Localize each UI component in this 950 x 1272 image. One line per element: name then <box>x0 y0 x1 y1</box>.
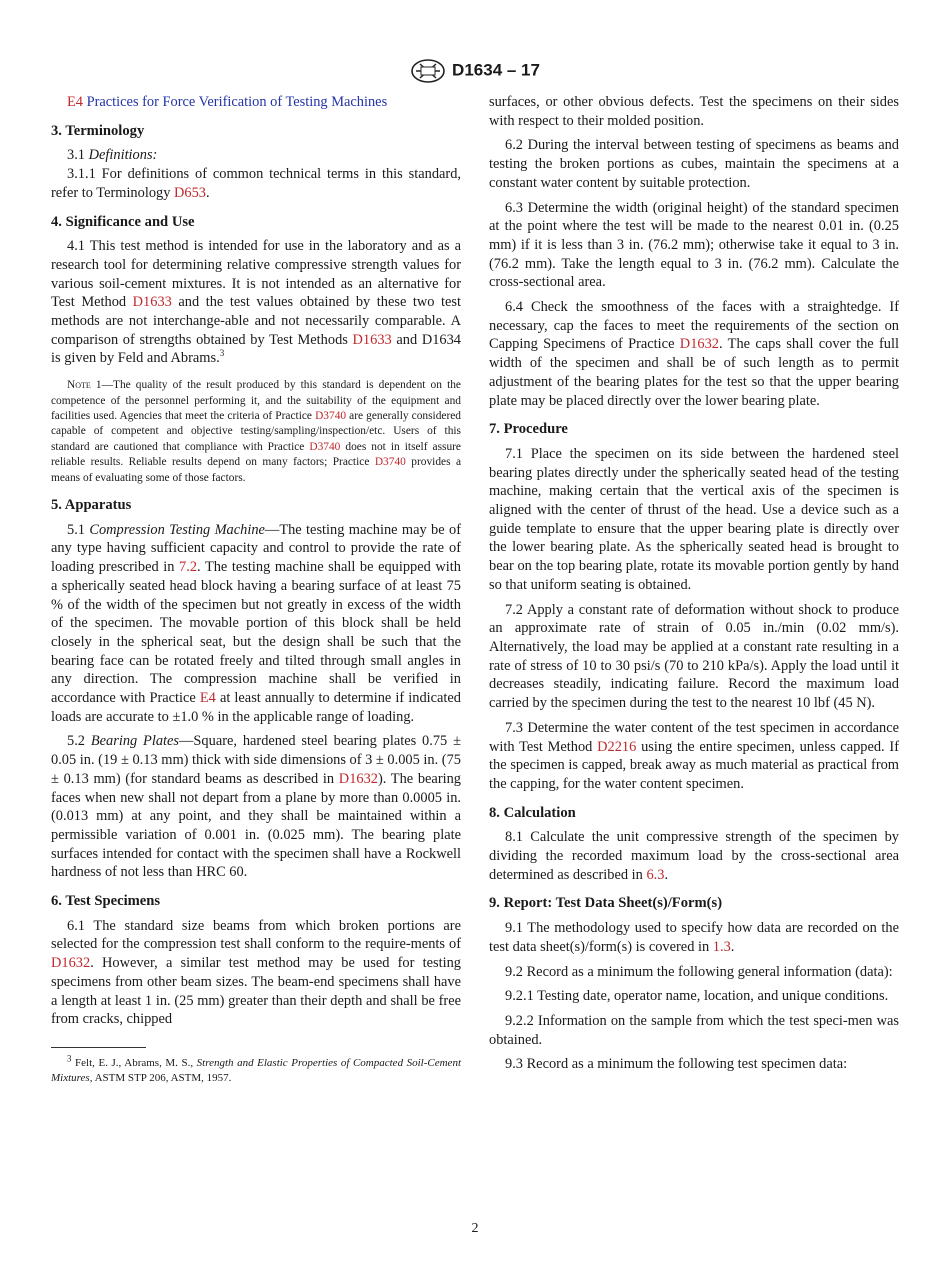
link-e4[interactable]: E4 <box>67 94 83 110</box>
link-d1632-3[interactable]: D1632 <box>679 336 719 353</box>
link-d3740-3[interactable]: D3740 <box>374 456 406 469</box>
para-5-2: 5.2 Bearing Plates—Square, hardened steel bearing plates 0.75 ± 0.05 in. (19 ± 0.13 mm) thick with side dimensions of 3 ± 0.005 in. (75 ± 0.13 mm) (for standard beams as described in D1632). The bearing faces when new shall not depart from a plane by more than 0.0005 in. (0.013 mm) at any point, and they shall be maintained within a permissible variation of 0.001 in. (0.025 mm). The bearing plate surfaces intended for contact with the specimen shall have a Rockwell hardness of not less than HRC 60. <box>51 733 461 881</box>
para-6-3: 6.3 Determine the width (original height) of the standard specimen at the point where the test will be made to the nearest 0.01 in. (0.25 mm) if it is less than 3 in. (76.2 mm); otherwise take it equal to 3 in. (76.2 mm). Take the length equal to 3 in. (76.2 mm). Calculate the cross-sectional area. <box>489 199 899 291</box>
para-8-1: 8.1 Calculate the unit compressive strength of the specimen by dividing the recorded maximum load by the cross-sectional area determined as described in 6.3. <box>489 829 899 883</box>
link-e4-2[interactable]: E4 <box>199 690 216 707</box>
astm-logo-icon <box>410 58 446 84</box>
para-7-3: 7.3 Determine the water content of the test specimen in accordance with Test Method D2216 using the entire specimen, unless capped. If the specimen is capped, break away as much material as practical from the capping, for the water content specimen. <box>489 719 899 792</box>
link-d1633-2[interactable]: D1633 <box>352 331 392 348</box>
link-d1633[interactable]: D1633 <box>132 294 172 311</box>
link-d653[interactable]: D653 <box>174 184 206 201</box>
section-4-heading: 4. Significance and Use <box>51 213 195 230</box>
section-8-heading: 8. Calculation <box>489 804 576 821</box>
reference-e4: E4 Practices for Force Verification of Testing Machines <box>67 94 388 110</box>
link-1-3[interactable]: 1.3 <box>712 938 731 955</box>
link-d2216[interactable]: D2216 <box>597 738 637 755</box>
page-header <box>0 58 950 84</box>
para-6-1-cont: surfaces, or other obvious defects. Test the specimens on their sides with respect to their molded position. <box>489 94 899 129</box>
para-3-1-1: 3.1.1 For definitions of common technical terms in this standard, refer to Terminology D653. <box>51 166 461 201</box>
section-5-heading: 5. Apparatus <box>51 496 132 513</box>
footnote-divider <box>51 1047 146 1048</box>
section-7-heading: 7. Procedure <box>489 421 568 438</box>
section-9-heading: 9. Report: Test Data Sheet(s)/Form(s) <box>489 895 723 912</box>
left-column <box>51 93 461 1092</box>
right-column <box>489 93 899 1080</box>
section-6-heading: 6. Test Specimens <box>51 893 161 910</box>
para-6-1: 6.1 The standard size beams from which broken portions are selected for the compression test shall conform to the require-ments of D1632. However, a similar test method may be used for testing specimens from other beam sizes. The beam-end specimens shall have a length at least 1 in. (25 mm) greater than their depth and shall be free from cracks, chipped <box>51 917 461 1028</box>
para-3-1: 3.1 Definitions: <box>67 147 158 164</box>
section-3-heading: 3. Terminology <box>51 122 145 139</box>
para-6-4: 6.4 Check the smoothness of the faces with a straightedge. If necessary, cap the faces to meet the requirements of the section on Capping Specimens of Practice D1632. The caps shall cover the full width of the specimen and shall be of such length as to permit adjustment of the bearing plates for the test so that the upper bearing plate may be placed directly over the lower bearing plate. <box>489 299 899 409</box>
para-9-1: 9.1 The methodology used to specify how data are recorded on the test data sheet(s)/form(s) is covered in 1.3. <box>489 920 899 955</box>
page-number: 2 <box>471 1221 479 1236</box>
link-7-2[interactable]: 7.2 <box>179 559 198 576</box>
link-d1632[interactable]: D1632 <box>338 770 378 787</box>
link-d3740-2[interactable]: D3740 <box>309 440 341 453</box>
para-9-2: 9.2 Record as a minimum the following general information (data): <box>505 963 893 980</box>
link-6-3[interactable]: 6.3 <box>646 866 665 883</box>
para-4-1: 4.1 This test method is intended for use in the laboratory and as a research tool for determining relative compressive strength values for various soil-cement mixtures. It is not intended as an alternative for Test Method D1633 and the test values obtained by these two test methods are not interchange-able and not necessarily comparable. A comparison of strengths obtained by Test Methods D1633 and D1634 is given by Feld and Abrams.$^3$ <box>51 238 462 367</box>
para-9-2-2: 9.2.2 Information on the sample from which the test speci-men was obtained. <box>489 1012 899 1048</box>
para-6-2: 6.2 During the interval between testing of specimens as beams and testing the broken portions as cubes, maintain the specimens at a constant water content by suitable protection. <box>489 137 899 191</box>
para-9-3: 9.3 Record as a minimum the following test specimen data: <box>505 1056 848 1073</box>
standard-designation: D1634 – 17 <box>452 60 540 80</box>
note-1: Note 1—The quality of the result produced by this standard is dependent on the competence of the personnel performing it, and the suitability of the equipment and facilities used. Agencies that meet the criteria of Practice D3740 are generally considered capable of competent and objective testing/sampling/inspection/etc. Users of this standard are cautioned that compliance with Practice D3740 does not in itself assure reliable results. Reliable results depend on many factors; Practice D3740 provides a means of evaluating some of those factors. <box>51 379 462 484</box>
para-7-2: 7.2 Apply a constant rate of deformation without shock to produce an approximate rate of strain of 0.05 in./min (0.02 mm/s). Alternatively, the load may be applied at a constant rate resulting in a rate of stress of 10 to 30 psi/s (70 to 210 kPa/s). Apply the load until it decreases steadily, indicating failure. Record the maximum load carried by the specimen during the test to the nearest 10 lbf (45 N). <box>489 601 899 712</box>
para-9-2-1: 9.2.1 Testing date, operator name, location, and unique conditions. <box>505 988 889 1005</box>
footnote-3: $^3$ Felt, E. J., Abrams, M. S., Strength and Elastic Properties of Compacted Soil-Cement Mixtures, ASTM STP 206, ASTM, 1957. <box>51 1053 461 1084</box>
para-7-1: 7.1 Place the specimen on its side between the hardened steel bearing plates directly under the spherically seated head of the testing machine, making certain that the vertical axis of the specimen is aligned with the center of thrust of the head. Use a device such as a guide template to ensure that the upper bearing plate is directly over the lower bearing plate. As the spherically seated head is brought to bear on the top bearing plate, rotate its movable portion gently by hand so that uniform seating is obtained. <box>489 445 899 593</box>
link-d1632-2[interactable]: D1632 <box>51 955 91 972</box>
link-d3740[interactable]: D3740 <box>315 409 347 422</box>
para-5-1: 5.1 Compression Testing Machine—The testing machine may be of any type having sufficient capacity and control to provide the rate of loading prescribed in 7.2. The testing machine shall be equipped with a spherically seated head block having a bearing surface of at least 75 % of the width of the specimen but not greatly in excess of the width of the specimen. The movable portion of this block shall be held closely in the spherical seat, but the design shall be such that the bearing face can be rotated freely and tilted through small angles in any direction. The compression machine shall be verified in accordance with Practice E4 at least annually to determine if indicated loads are accurate to ±1.0 % in the applicable range of loading. <box>51 521 461 725</box>
